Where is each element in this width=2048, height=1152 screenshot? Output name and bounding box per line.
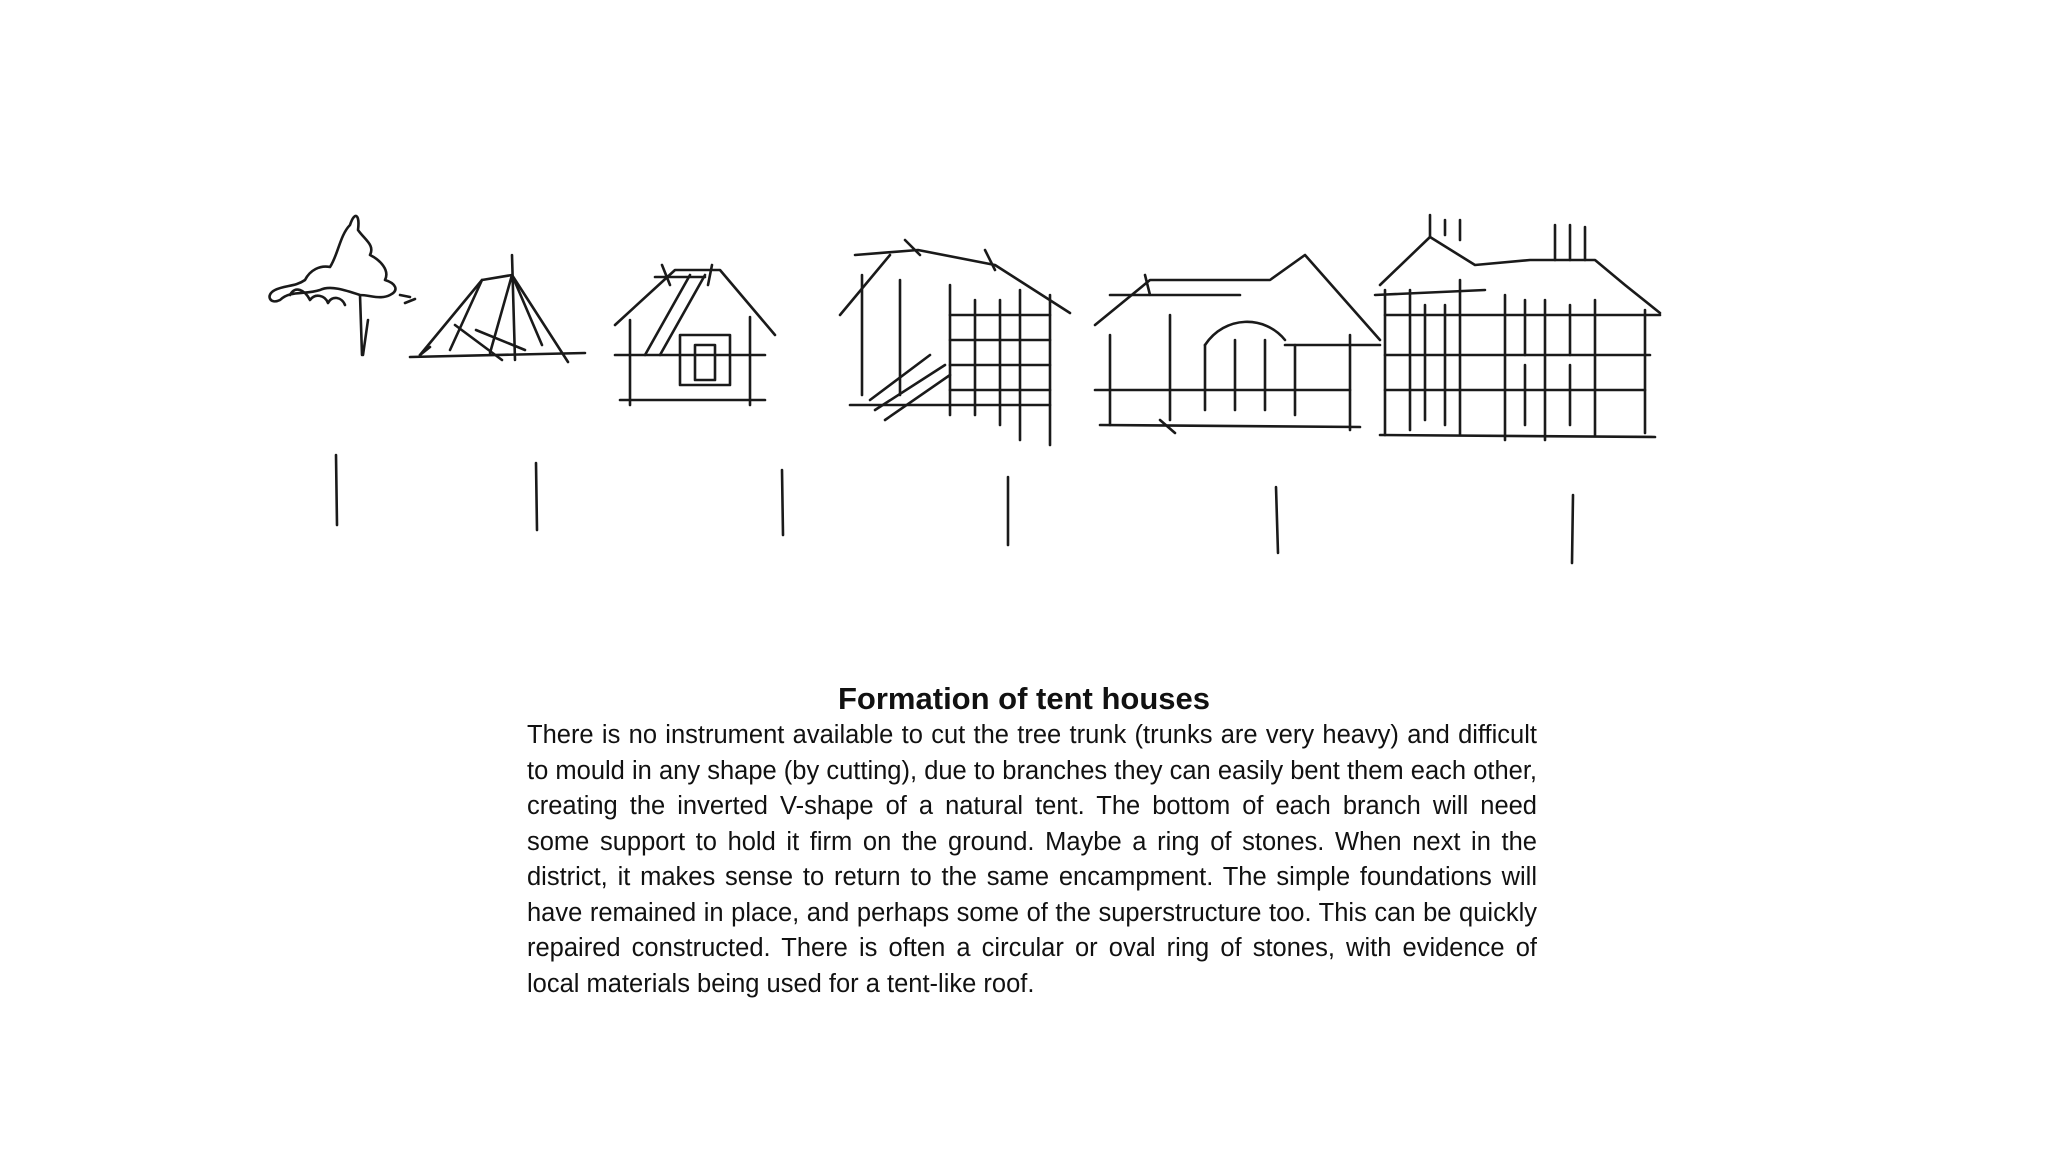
tent-frame-icon	[410, 255, 585, 362]
stage-marker-3	[782, 470, 783, 535]
stage-marker-1	[336, 455, 337, 525]
two-storey-house-icon	[1375, 215, 1660, 440]
body-paragraph: There is no instrument available to cut the tree trunk (trunks are very heavy) and difficult to mould in any shape (by cutting), due to branches they can easily bent them each other, creating the inverted V-shape of a natural tent. The bottom of each branch will need some support to hold it firm on the ground. Maybe a ring of stones. When next in the district, it makes sense to return to the same encampment. The simple foundations will have remained in place, and perhaps some of the superstructure too. This can be quickly repaired constructed. There is often a circular or oval ring of stones, with evidence of local materials being used for a tent-like roof.	[527, 721, 1537, 998]
page-title: Formation of tent houses	[838, 680, 1210, 716]
stage-marker-2	[536, 463, 537, 530]
tree-icon	[270, 216, 415, 355]
stage-marker-5	[1276, 487, 1278, 553]
stilt-house-icon	[840, 240, 1070, 445]
stage-marker-6	[1572, 495, 1573, 563]
hut-icon	[615, 265, 775, 405]
evolution-sketch	[250, 195, 1800, 585]
cottage-icon	[1095, 255, 1380, 433]
